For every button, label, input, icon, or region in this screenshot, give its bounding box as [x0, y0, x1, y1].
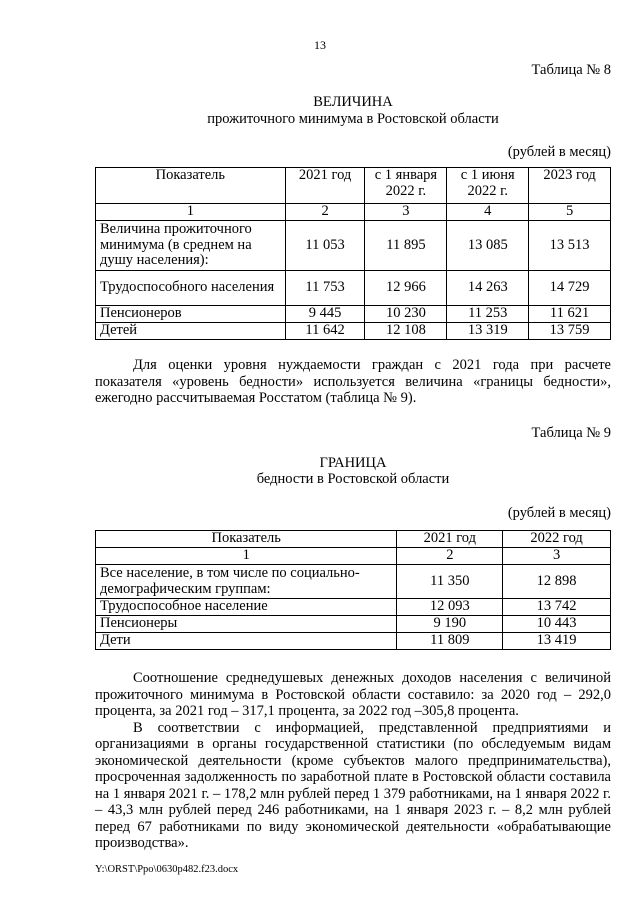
paragraph-2-text: Соотношение среднедушевых денежных доходов населения с величиной прожиточного минимума в Ростовской области составило: за 2020 год – 292,0 процента, за 2021 год – 317,1 процента, за 2022 год –305,8 процента. [95, 670, 611, 719]
table-row [96, 323, 611, 340]
row-value: 9 445 [285, 306, 365, 323]
table9-colnum: 2 [397, 548, 503, 565]
table8-header-cell: с 1 января 2022 г. [365, 168, 447, 204]
row-value: 14 263 [447, 271, 529, 306]
row-value: 11 753 [285, 271, 365, 306]
table9-colnum-row [96, 548, 611, 565]
table9-header-cell: 2022 год [503, 531, 611, 548]
row-label: Детей [96, 323, 286, 340]
row-value: 11 642 [285, 323, 365, 340]
table8-colnum-row [96, 204, 611, 221]
paragraph-1-text: Для оценки уровня нуждаемости граждан с 2021 года при расчете показателя «уровень бедности» используется величина «границы бедности», ежегодно рассчитываемая Росстатом (таблица № 9). [95, 357, 611, 406]
table8-header-row [96, 168, 611, 204]
table9-header-cell: 2021 год [397, 531, 503, 548]
table-row [96, 271, 611, 306]
row-value: 12 966 [365, 271, 447, 306]
table8-colnum: 2 [285, 204, 365, 221]
table9-header-row [96, 531, 611, 548]
row-value: 12 898 [503, 565, 611, 599]
table-row [96, 565, 611, 599]
row-value: 13 759 [529, 323, 611, 340]
page-number: 13 [314, 38, 326, 52]
table8-units: (рублей в месяц) [507, 144, 611, 160]
row-value: 13 319 [447, 323, 529, 340]
row-label: Дети [96, 633, 397, 650]
table8 [95, 167, 611, 340]
table9-colnum: 3 [503, 548, 611, 565]
table8-colnum: 1 [96, 204, 286, 221]
row-label: Трудоспособного населения [96, 271, 286, 306]
row-value: 13 419 [503, 633, 611, 650]
table9-title: ГРАНИЦА [319, 455, 387, 471]
paragraph-1 [95, 357, 611, 407]
row-value: 11 809 [397, 633, 503, 650]
table8-header-cell: 2023 год [529, 168, 611, 204]
row-label: Пенсионеры [96, 616, 397, 633]
file-path-footer: Y:\ORST\Ppo\0630p482.f23.docx [95, 864, 239, 875]
table9-units: (рублей в месяц) [507, 505, 611, 521]
row-value: 11 350 [397, 565, 503, 599]
table9-header-cell: Показатель [96, 531, 397, 548]
row-value: 12 108 [365, 323, 447, 340]
row-value: 11 253 [447, 306, 529, 323]
row-value: 9 190 [397, 616, 503, 633]
row-value: 10 443 [503, 616, 611, 633]
table8-header-cell: с 1 июня 2022 г. [447, 168, 529, 204]
table8-colnum: 5 [529, 204, 611, 221]
row-value: 13 085 [447, 221, 529, 271]
row-value: 11 053 [285, 221, 365, 271]
table8-colnum: 3 [365, 204, 447, 221]
row-value: 11 621 [529, 306, 611, 323]
table8-header-cell: 2021 год [285, 168, 365, 204]
row-label: Пенсионеров [96, 306, 286, 323]
paragraph-3-text: В соответствии с информацией, представленной предприятиями и организациями в органы государственной статистики (по обследуемым видам экономической деятельности (кроме субъектов малого предпринимательства), просроченная задолженность по заработной плате в Ростовской области составила на 1 января 2021 г. – 178,2 млн рублей перед 1 379 работниками, на 1 января 2022 г. – 43,3 млн рублей перед 246 работниками, на 1 января 2023 г. – 8,2 млн рублей перед 67 работниками по виду экономической деятельности «обрабатывающие производства». [95, 719, 611, 851]
row-label: Все население, в том числе по социально-демографическим группам: [96, 565, 397, 599]
table8-subtitle: прожиточного минимума в Ростовской области [207, 111, 499, 127]
table-row [96, 599, 611, 616]
row-value: 10 230 [365, 306, 447, 323]
row-label: Величина прожиточного минимума (в среднем на душу населения): [96, 221, 286, 271]
table-row [96, 306, 611, 323]
table8-header-cell: Показатель [96, 168, 286, 204]
row-value: 13 742 [503, 599, 611, 616]
row-label: Трудоспособное население [96, 599, 397, 616]
table9 [95, 530, 611, 650]
table-row [96, 221, 611, 271]
table8-colnum: 4 [447, 204, 529, 221]
table8-title: ВЕЛИЧИНА [313, 94, 393, 110]
table9-label: Таблица № 9 [531, 425, 611, 441]
row-value: 11 895 [365, 221, 447, 271]
paragraph-2 [95, 670, 611, 852]
table-row [96, 633, 611, 650]
table8-label: Таблица № 8 [531, 62, 611, 78]
row-value: 14 729 [529, 271, 611, 306]
table-row [96, 616, 611, 633]
table9-subtitle: бедности в Ростовской области [256, 471, 450, 487]
table9-colnum: 1 [96, 548, 397, 565]
row-value: 12 093 [397, 599, 503, 616]
row-value: 13 513 [529, 221, 611, 271]
